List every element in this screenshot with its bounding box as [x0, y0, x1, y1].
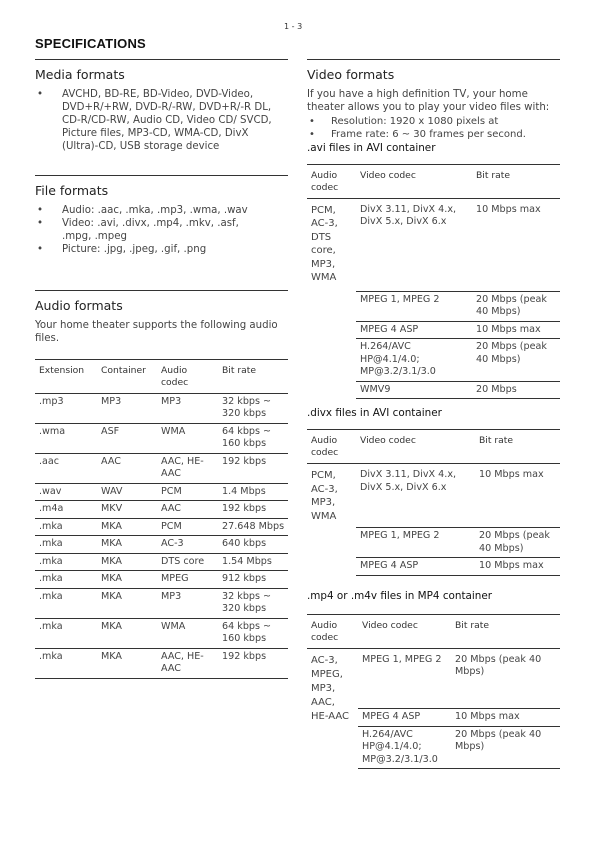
table-cell: .mka	[35, 588, 97, 618]
table-cell: MKA	[97, 588, 157, 618]
page-title: SPECIFICATIONS	[35, 36, 146, 51]
table-cell: PCM	[157, 518, 218, 536]
list-item: • Picture: .jpg, .jpeg, .gif, .png	[35, 243, 288, 256]
video-formats-intro: If you have a high definition TV, your home theater allows you to play your video files with:	[307, 89, 550, 114]
table-cell: AAC	[97, 453, 157, 483]
divx-table	[307, 429, 560, 576]
column-header: Video codec	[356, 164, 472, 198]
table-row	[307, 464, 560, 528]
table-cell: WMA	[157, 618, 218, 648]
table-cell: MP3	[157, 393, 218, 423]
list-item: • Resolution: 1920 x 1080 pixels at	[307, 115, 560, 128]
table-cell: 912 kbps	[218, 571, 288, 589]
mp4-table	[307, 614, 560, 770]
table-cell: 27.648 Mbps	[218, 518, 288, 536]
file-formats-title: File formats	[35, 183, 109, 198]
video-formats-section	[307, 59, 560, 769]
table-header-row	[307, 614, 560, 648]
column-header: Video codec	[358, 614, 451, 648]
table-cell: .aac	[35, 453, 97, 483]
table-cell: .wav	[35, 483, 97, 501]
table-cell: MPEG	[157, 571, 218, 589]
table-row	[307, 648, 560, 709]
audio-formats-section	[35, 290, 288, 679]
table-row	[35, 553, 288, 571]
table-cell: .mka	[35, 571, 97, 589]
table-row	[35, 648, 288, 678]
table-cell: WMA	[157, 423, 218, 453]
column-header: Bit rate	[475, 430, 560, 464]
file-formats-section	[35, 175, 288, 256]
table-cell: DTS core	[157, 553, 218, 571]
table-cell: 1.4 Mbps	[218, 483, 288, 501]
file-formats-list	[35, 204, 288, 256]
list-item: • Frame rate: 6 ~ 30 frames per second.	[307, 128, 560, 141]
table-cell: .mka	[35, 536, 97, 554]
table-row	[35, 536, 288, 554]
table-header-row	[35, 359, 288, 393]
media-formats-list	[35, 88, 285, 153]
table-cell: PCM, AC-3, MP3, WMA	[311, 470, 338, 522]
audio-formats-title: Audio formats	[35, 298, 123, 313]
table-row	[35, 393, 288, 423]
table-cell: MP3	[97, 393, 157, 423]
table-cell: MKA	[97, 618, 157, 648]
media-formats-section	[35, 59, 288, 153]
divx-table-title: .divx files in AVI container	[307, 407, 442, 420]
column-header: Audio codec	[307, 430, 356, 464]
table-cell: 10 Mbps max	[475, 464, 560, 528]
table-cell: MKA	[97, 518, 157, 536]
table-row	[35, 453, 288, 483]
column-header: Extension	[35, 359, 97, 393]
column-header: Audio codec	[157, 359, 218, 393]
table-row	[35, 423, 288, 453]
table-cell: WAV	[97, 483, 157, 501]
table-cell: AAC	[157, 501, 218, 519]
table-cell: AAC, HE-AAC	[157, 648, 218, 678]
table-cell: PCM	[157, 483, 218, 501]
table-cell: MPEG 1, MPEG 2	[358, 648, 451, 709]
table-cell: 192 kbps	[218, 501, 288, 519]
audio-formats-intro: Your home theater supports the following audio files.	[35, 320, 278, 345]
table-cell: 640 kbps	[218, 536, 288, 554]
table-cell: MKA	[97, 648, 157, 678]
table-cell: AC-3	[157, 536, 218, 554]
table-cell: 10 Mbps max	[472, 198, 560, 291]
avi-table	[307, 164, 560, 400]
table-row	[35, 618, 288, 648]
table-cell: MKA	[97, 571, 157, 589]
table-cell: MPEG 4 ASP	[356, 321, 472, 339]
table-cell: 192 kbps	[218, 648, 288, 678]
page-number: 1 - 3	[284, 22, 303, 31]
table-cell: 64 kbps ~ 160 kbps	[218, 618, 288, 648]
table-cell: ASF	[97, 423, 157, 453]
table-cell: 1.54 Mbps	[218, 553, 288, 571]
table-cell: .mp3	[35, 393, 97, 423]
table-cell: 20 Mbps (peak 40 Mbps)	[472, 339, 560, 382]
table-cell: MKA	[97, 553, 157, 571]
table-cell: AAC, HE-AAC	[157, 453, 218, 483]
table-header-row	[307, 430, 560, 464]
table-cell: AC-3, MPEG, MP3, AAC, HE-AAC	[311, 654, 349, 722]
table-cell: 20 Mbps (peak 40 Mbps)	[475, 528, 560, 558]
column-header: Audio codec	[307, 164, 356, 198]
table-cell: MPEG 4 ASP	[358, 709, 451, 727]
audio-formats-table	[35, 359, 288, 679]
list-item: • AVCHD, BD-RE, BD-Video, DVD-Video, DVD+R/+RW, DVD-R/-RW, DVD+R/-R DL, CD-R/CD-RW, Audio CD, Video CD/ SVCD, Picture files, MP3-CD, WMA-CD, DivX (Ultra)-CD, USB storage device	[35, 88, 285, 153]
table-row	[35, 483, 288, 501]
table-cell: 64 kbps ~ 160 kbps	[218, 423, 288, 453]
table-header-row	[307, 164, 560, 198]
table-row	[35, 501, 288, 519]
table-cell: .mka	[35, 553, 97, 571]
table-cell: 10 Mbps max	[472, 321, 560, 339]
table-cell: PCM, AC-3, DTS core, MP3, WMA	[311, 204, 338, 284]
table-cell: .mka	[35, 618, 97, 648]
table-cell: 32 kbps ~ 320 kbps	[218, 393, 288, 423]
column-header: Bit rate	[218, 359, 288, 393]
avi-table-title: .avi files in AVI container	[307, 141, 436, 154]
table-cell: .wma	[35, 423, 97, 453]
column-header: Bit rate	[451, 614, 560, 648]
table-row	[35, 518, 288, 536]
table-cell: 192 kbps	[218, 453, 288, 483]
table-cell: 20 Mbps (peak 40 Mbps)	[472, 291, 560, 321]
table-cell: 10 Mbps max	[475, 558, 560, 576]
table-cell: 10 Mbps max	[451, 709, 560, 727]
table-cell: 20 Mbps (peak 40 Mbps)	[451, 648, 560, 709]
table-cell: MPEG 1, MPEG 2	[356, 528, 475, 558]
list-item: • Audio: .aac, .mka, .mp3, .wma, .wav	[35, 204, 288, 217]
table-cell: 20 Mbps (peak 40 Mbps)	[451, 726, 560, 769]
table-cell: DivX 3.11, DivX 4.x, DivX 5.x, DivX 6.x	[356, 198, 472, 291]
table-cell: .m4a	[35, 501, 97, 519]
table-cell: H.264/AVC HP@4.1/4.0; MP@3.2/3.1/3.0	[358, 726, 451, 769]
table-cell: 20 Mbps	[472, 381, 560, 399]
table-row	[35, 588, 288, 618]
table-cell: MP3	[157, 588, 218, 618]
column-header: Bit rate	[472, 164, 560, 198]
video-formats-title: Video formats	[307, 67, 395, 82]
table-cell: MKV	[97, 501, 157, 519]
column-header: Container	[97, 359, 157, 393]
table-cell: DivX 3.11, DivX 4.x, DivX 5.x, DivX 6.x	[356, 464, 475, 528]
table-cell: 32 kbps ~ 320 kbps	[218, 588, 288, 618]
list-item: • Video: .avi, .divx, .mp4, .mkv, .asf, .mpg, .mpeg	[35, 217, 288, 243]
column-header: Audio codec	[307, 614, 358, 648]
table-row	[35, 571, 288, 589]
table-row	[307, 198, 560, 291]
column-header: Video codec	[356, 430, 475, 464]
table-cell: .mka	[35, 648, 97, 678]
media-formats-title: Media formats	[35, 67, 125, 82]
table-cell: H.264/AVC HP@4.1/4.0; MP@3.2/3.1/3.0	[356, 339, 472, 382]
table-cell: WMV9	[356, 381, 472, 399]
mp4-table-title: .mp4 or .m4v files in MP4 container	[307, 589, 493, 602]
table-cell: MPEG 1, MPEG 2	[356, 291, 472, 321]
table-cell: .mka	[35, 518, 97, 536]
table-cell: MKA	[97, 536, 157, 554]
table-cell: MPEG 4 ASP	[356, 558, 475, 576]
video-formats-list	[307, 115, 560, 141]
